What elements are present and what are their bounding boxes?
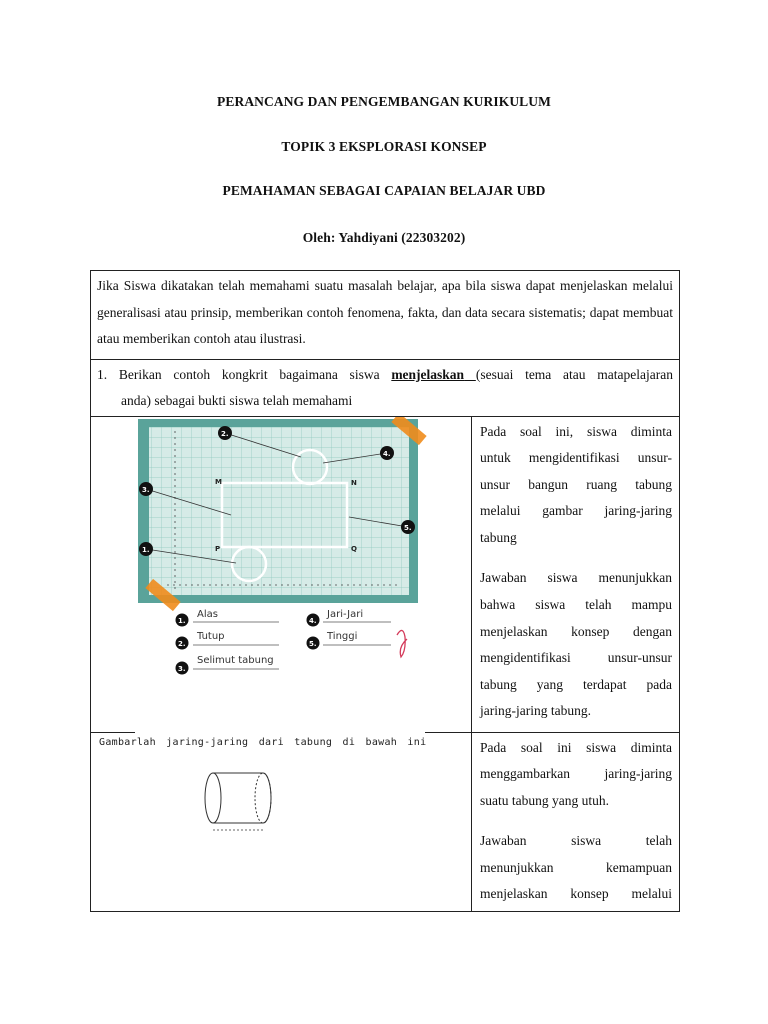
intro-text: Jika Siswa dikatakan telah memahami suatu masalah belajar, apa bila siswa dapat menjelaskan melalui generalisasi atau prinsip, memberikan contoh fenomena, fakta, dan data secara sistematis; dapat membuat atau memberikan contoh atau ilustrasi. <box>91 271 680 360</box>
explanation-2-line: Pada soal ini siswa diminta <box>480 739 672 755</box>
answer-2: Tutup <box>197 630 225 642</box>
topic-title: TOPIK 3 EKSPLORASI KONSEP <box>281 139 487 154</box>
svg-text:4.: 4. <box>309 616 317 625</box>
point-p: P <box>215 544 221 553</box>
answer-4: Jari-Jari <box>327 608 364 620</box>
answer-1-line: mengidentifikasi unsur-unsur <box>480 650 672 666</box>
marker-2 <box>218 426 232 440</box>
answer-2-line: Jawaban siswa telah <box>480 833 672 849</box>
question-text-after: (sesuai tema atau matapelajaran <box>475 366 673 382</box>
svg-text:3.: 3. <box>178 664 186 673</box>
question-line-2: anda) sebagai bukti siswa telah memahami <box>121 392 353 408</box>
explanation-1 <box>472 416 680 732</box>
answer-2-line: menunjukkan kemampuan <box>480 859 672 875</box>
student-work-net <box>91 416 472 732</box>
svg-text:4.: 4. <box>383 449 391 458</box>
explanation-1-line: melalui gambar jaring-jaring <box>480 503 672 519</box>
concept-table <box>90 270 680 912</box>
answer-1-line: jaring-jaring tabung. <box>480 703 591 719</box>
course-title: PERANCANG DAN PENGEMBANGAN KURIKULUM <box>217 94 551 109</box>
table-row-question <box>91 359 680 416</box>
svg-text:5.: 5. <box>309 639 317 648</box>
point-q: Q <box>351 544 357 553</box>
tube-net-worksheet-image <box>91 417 472 733</box>
table-row-example-1 <box>91 416 680 732</box>
question-text-before: Berikan contoh kongkrit bagaimana siswa <box>118 366 380 382</box>
subtopic-title: PEMAHAMAN SEBAGAI CAPAIAN BELAJAR UBD <box>222 183 546 198</box>
explanation-2-line: suatu tabung yang utuh. <box>480 792 609 808</box>
point-m: M <box>215 477 222 486</box>
svg-text:2.: 2. <box>178 639 186 648</box>
explanation-1-line: tabung <box>480 529 517 545</box>
svg-text:5.: 5. <box>404 523 412 532</box>
marker-3 <box>139 482 153 496</box>
answer-2-line: menjelaskan konsep melalui <box>480 886 672 902</box>
drawing-prompt: Gambarlah jaring-jaring dari tabung di bawah ini <box>99 736 427 748</box>
answer-1-line: menjelaskan konsep dengan <box>480 623 672 639</box>
marker-1 <box>139 542 153 556</box>
answer-1-line: bahwa siswa telah mampu <box>480 597 672 613</box>
svg-text:2.: 2. <box>221 429 229 438</box>
cylinder-image <box>91 733 472 911</box>
question-number: 1. <box>97 366 108 382</box>
question-1 <box>91 359 680 416</box>
author-line: Oleh: Yahdiyani (22303202) <box>302 230 466 245</box>
explanation-1-line: Pada soal ini, siswa diminta <box>480 423 672 439</box>
answer-3: Selimut tabung <box>197 654 274 666</box>
answer-1-line: Jawaban siswa menunjukkan <box>480 570 672 586</box>
answer-1-line: tabung yang terdapat pada <box>480 676 672 692</box>
svg-text:3.: 3. <box>142 485 150 494</box>
point-n: N <box>351 478 357 487</box>
answer-1: Alas <box>197 608 218 620</box>
svg-text:1.: 1. <box>142 545 150 554</box>
student-work-drawing <box>91 732 472 911</box>
svg-text:1.: 1. <box>178 616 186 625</box>
explanation-2 <box>472 732 680 911</box>
question-keyword: menjelaskan <box>391 366 465 382</box>
explanation-1-line: unsur bangun ruang tabung <box>480 476 672 492</box>
explanation-2-line: menggambarkan jaring-jaring <box>480 766 672 782</box>
answer-5: Tinggi <box>327 630 358 642</box>
explanation-1-line: untuk mengidentifikasi unsur- <box>480 450 672 466</box>
table-row-example-2 <box>91 732 680 911</box>
table-row-intro <box>91 271 680 360</box>
marker-4 <box>380 446 394 460</box>
marker-5 <box>401 520 415 534</box>
